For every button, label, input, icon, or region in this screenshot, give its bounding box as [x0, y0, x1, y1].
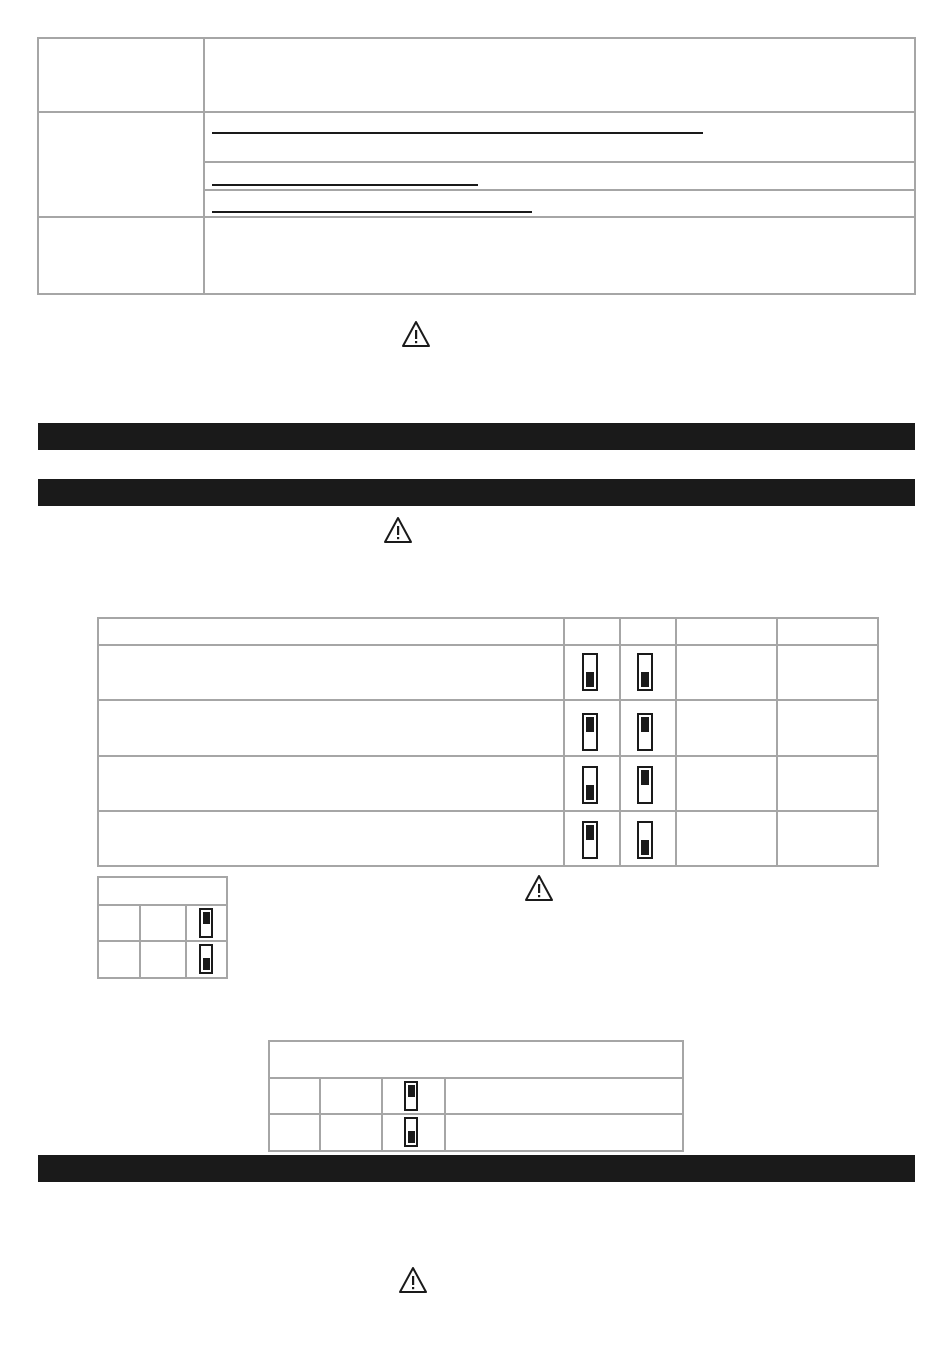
small-table-row-line — [98, 904, 227, 906]
dip-switch — [404, 1081, 418, 1111]
spec-table-divider — [203, 38, 205, 294]
dip-switch — [199, 908, 213, 938]
dip-table-row-line — [98, 755, 878, 757]
section-header-bar — [38, 1155, 915, 1182]
dip-switch-2 — [637, 653, 653, 691]
mid-switch-table — [268, 1040, 684, 1152]
mid-table-row-line — [269, 1077, 683, 1079]
spec-table-row-line — [204, 161, 915, 163]
dip-table-row-line — [98, 644, 878, 646]
underlined-line — [212, 184, 478, 186]
dip-switch-2 — [637, 766, 653, 804]
mid-table-column-line — [444, 1078, 446, 1151]
section-header-bar — [38, 423, 915, 450]
dip-switch — [404, 1117, 418, 1147]
small-table-column-line — [139, 905, 141, 978]
dip-switch-2 — [637, 713, 653, 751]
mid-table-column-line — [319, 1078, 321, 1151]
small-table-column-line — [185, 905, 187, 978]
dip-switch-1 — [582, 653, 598, 691]
spec-table-row-line — [38, 216, 915, 218]
warning-triangle-icon — [524, 874, 554, 902]
dip-table-column-line — [619, 618, 621, 866]
section-header-bar — [38, 479, 915, 506]
dip-switch — [199, 944, 213, 974]
warning-triangle-icon — [383, 516, 413, 544]
spec-table-row-line — [38, 111, 915, 113]
spec-table-row-line — [204, 189, 915, 191]
dip-table-column-line — [675, 618, 677, 866]
dip-table-row-line — [98, 810, 878, 812]
dip-switch-1 — [582, 821, 598, 859]
dip-switch-table — [97, 617, 879, 867]
dip-table-column-line — [776, 618, 778, 866]
warning-triangle-icon — [398, 1266, 428, 1294]
dip-switch-1 — [582, 713, 598, 751]
underlined-line — [212, 211, 532, 213]
dip-table-row-line — [98, 699, 878, 701]
small-table-row-line — [98, 940, 227, 942]
dip-table-column-line — [563, 618, 565, 866]
mid-table-row-line — [269, 1113, 683, 1115]
mid-table-column-line — [381, 1078, 383, 1151]
warning-triangle-icon — [401, 320, 431, 348]
dip-switch-1 — [582, 766, 598, 804]
spec-table — [37, 37, 916, 295]
dip-switch-2 — [637, 821, 653, 859]
underlined-line — [212, 132, 703, 134]
